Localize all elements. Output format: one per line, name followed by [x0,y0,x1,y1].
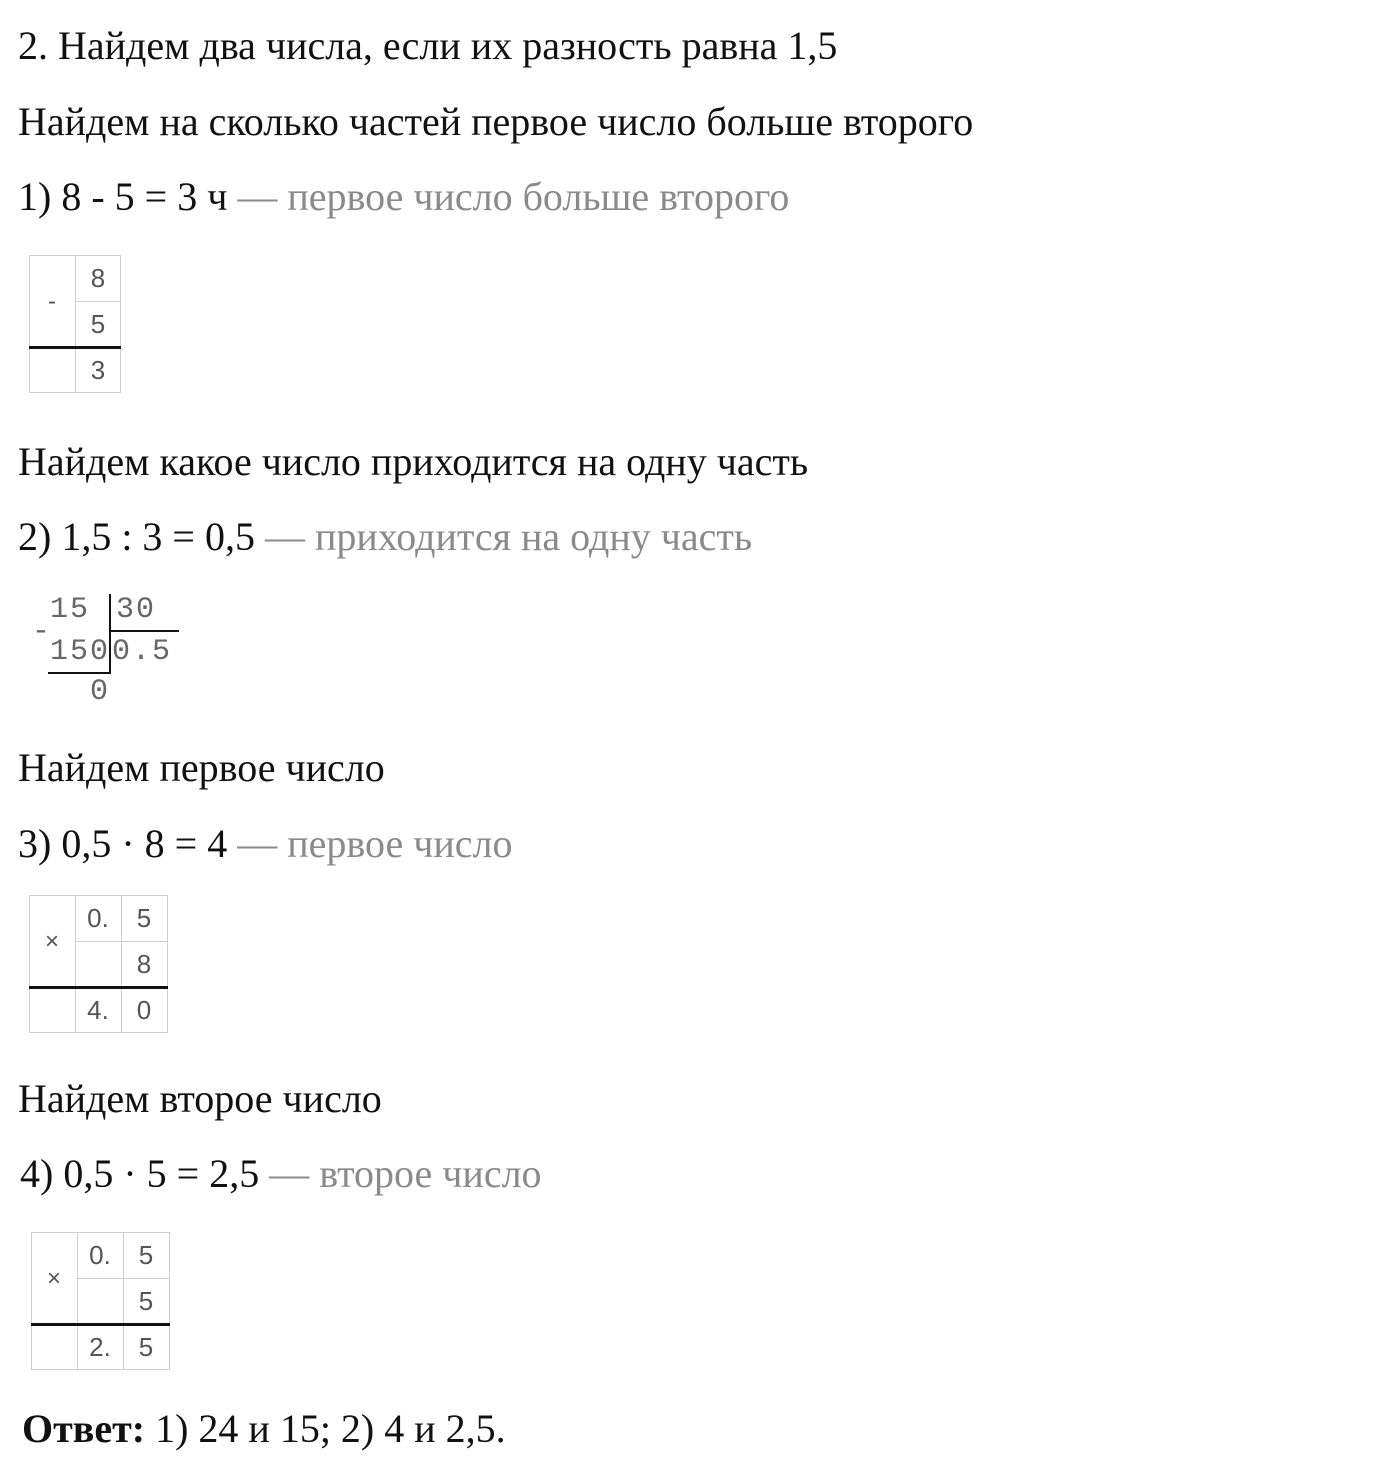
multiplication-calc-2 [31,1232,170,1370]
step-1-line [18,173,789,221]
multiplication-2-factor-a-frac: 5 [138,1240,154,1270]
multiplication-1-result-int: 4. [87,995,109,1025]
multiplication-2-result-int: 2. [89,1332,111,1362]
multiplication-1-factor-a-int: 0. [87,903,109,933]
multiplication-2-result-frac: 5 [138,1332,154,1362]
step-2-title: Найдем какое число приходится на одну часть [18,439,809,484]
subtraction-subtrahend: 5 [90,309,106,339]
step-4-title: Найдем второе число [18,1076,382,1121]
multiplication-2-factor-a-int: 0. [89,1240,111,1270]
answer-text: 1) 24 и 15; 2) 4 и 2,5. [145,1406,506,1451]
division-operator: - [32,615,53,649]
multiplication-1-factor-b: 8 [136,949,152,979]
long-division-calc [28,590,188,710]
step-2-note: — приходится на одну часть [265,514,753,559]
step-2-expression: 2) 1,5 : 3 = 0,5 [18,514,255,559]
step-2-line [18,513,752,561]
multiplication-2-factor-b: 5 [138,1286,154,1316]
subtraction-calc [29,255,121,393]
step-4-note: — второе число [269,1151,542,1196]
division-quotient: 0.5 [112,635,173,669]
multiplication-1-result-frac: 0 [136,995,152,1025]
multiplication-calc-1 [29,895,168,1033]
problem-heading: 2. Найдем два числа, если их разность равна 1,5 [18,23,838,68]
division-remainder: 0 [90,675,111,709]
multiplication-1-operator: × [44,928,59,955]
step-3-note: — первое число [237,821,513,866]
step-1-expression: 1) 8 - 5 = 3 ч [18,174,228,219]
multiplication-2-operator: × [46,1265,61,1292]
step-3-expression: 3) 0,5 · 8 = 4 [18,821,228,866]
multiplication-1-factor-a-frac: 5 [136,903,152,933]
subtraction-result: 3 [90,355,106,385]
step-3-line [18,820,512,868]
step-4-expression: 4) 0,5 · 5 = 2,5 [20,1151,260,1196]
division-dividend: 15 [50,593,91,627]
division-divisor: 30 [116,593,157,627]
step-3-title: Найдем первое число [18,745,385,790]
subtraction-minuend: 8 [90,263,106,293]
subtraction-operator: - [48,288,56,315]
answer-line [22,1405,506,1453]
answer-label: Ответ: [22,1406,146,1451]
step-1-title: Найдем на сколько частей первое число больше второго [18,99,974,144]
division-subtracted: 150 [50,635,111,669]
step-4-line [20,1150,542,1198]
step-1-note: — первое число больше второго [237,174,790,219]
